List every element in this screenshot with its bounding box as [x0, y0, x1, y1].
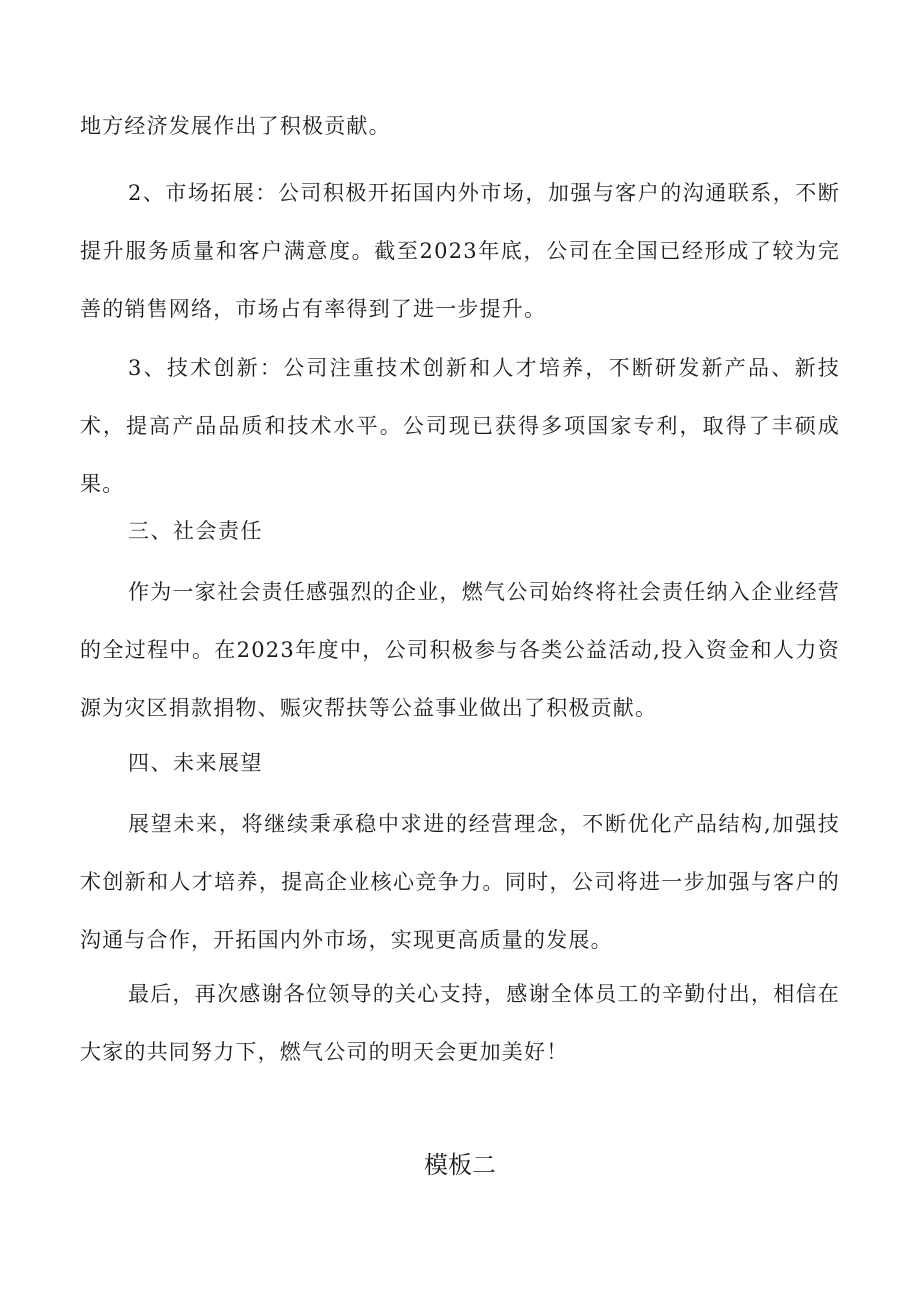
paragraph-closing: 最后，再次感谢各位领导的关心支持，感谢全体员工的辛勤付出，相信在大家的共同努力下，燃气公司的明天会更加美好！ [80, 982, 840, 1064]
template-title: 模板二 [424, 1151, 496, 1179]
paragraph-future-outlook: 展望未来，将继续秉承稳中求进的经营理念，不断优化产品结构,加强技术创新和人才培养，提高企业核心竞争力。同时，公司将进一步加强与客户的沟通与合作，开拓国内外市场，实现更高质量的发展。 [80, 812, 840, 952]
paragraph-social-responsibility: 作为一家社会责任感强烈的企业，燃气公司始终将社会责任纳入企业经营的全过程中。在2023年度中，公司积极参与各类公益活动,投入资金和人力资源为灾区捐款捐物、赈灾帮扶等公益事业做出了积极贡献。 [80, 580, 840, 720]
paragraph-market-expansion: 2、市场拓展：公司积极开拓国内外市场，加强与客户的沟通联系，不断提升服务质量和客户满意度。截至2023年底，公司在全国已经形成了较为完善的销售网络，市场占有率得到了进一步提升。 [80, 181, 840, 321]
section-heading-future-outlook: 四、未来展望 [128, 751, 263, 775]
paragraph-continuation: 地方经济发展作出了积极贡献。 [80, 114, 391, 138]
section-heading-social-responsibility: 三、社会责任 [128, 519, 263, 543]
paragraph-technical-innovation: 3、技术创新：公司注重技术创新和人才培养，不断研发新产品、新技术，提高产品品质和技术水平。公司现已获得多项国家专利，取得了丰硕成果。 [80, 356, 840, 496]
